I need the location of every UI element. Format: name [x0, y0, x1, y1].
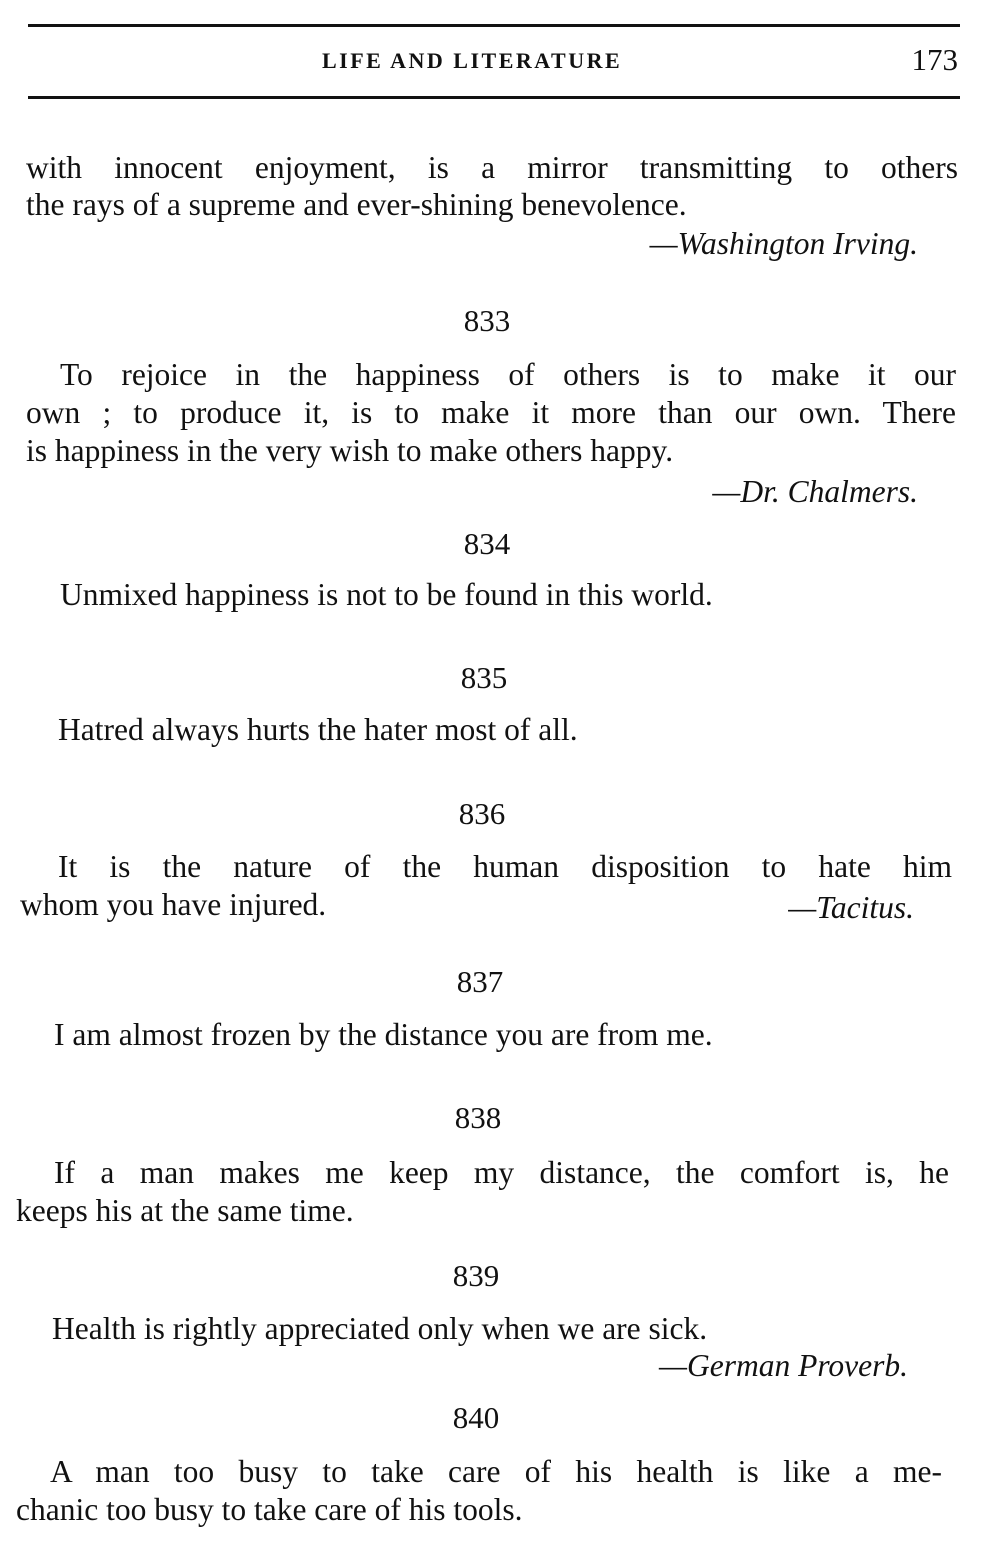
- entry-836-line-2: whom you have injured.: [20, 887, 327, 922]
- entry-839-number: 839: [452, 1258, 500, 1293]
- entry-839-attribution: —German Proverb.: [658, 1348, 908, 1383]
- entry-837-number: 837: [456, 964, 504, 999]
- entry-832-line-2: the rays of a supreme and ever-shining benevolence.: [26, 187, 687, 222]
- entry-834-number: 834: [463, 526, 511, 561]
- entry-838-number: 838: [454, 1100, 502, 1135]
- entry-836-attribution: —Tacitus.: [788, 890, 914, 925]
- entry-833-line-2: own ; to produce it, is to make it more than our own. There: [26, 395, 956, 430]
- entry-837-line-1: I am almost frozen by the distance you are from me.: [54, 1017, 713, 1052]
- entry-839-line-1: Health is rightly appreciated only when we are sick.: [52, 1311, 708, 1346]
- entry-838-line-2: keeps his at the same time.: [16, 1193, 354, 1228]
- entry-833-attribution: —Dr. Chalmers.: [712, 474, 918, 509]
- entry-835-line-1: Hatred always hurts the hater most of all.: [58, 712, 578, 747]
- entry-834-line-1: Unmixed happiness is not to be found in this world.: [60, 577, 713, 612]
- entry-835-number: 835: [460, 660, 508, 695]
- entry-832-line-1: with innocent enjoyment, is a mirror transmitting to others: [26, 150, 958, 185]
- entry-836-line-1: It is the nature of the human disposition to hate him: [58, 849, 952, 884]
- page-number: 173: [911, 42, 958, 77]
- running-head: [0, 42, 1000, 78]
- running-title: LIFE AND LITERATURE: [322, 48, 623, 73]
- entry-840-line-1: A man too busy to take care of his health is like a me-: [50, 1454, 942, 1489]
- entry-836-number: 836: [458, 796, 506, 831]
- entry-840-line-2: chanic too busy to take care of his tools.: [16, 1492, 523, 1527]
- entry-838-line-1: If a man makes me keep my distance, the comfort is, he: [54, 1155, 949, 1190]
- entry-833-line-3: is happiness in the very wish to make others happy.: [26, 433, 674, 468]
- header-bottom-rule: [28, 96, 960, 99]
- entry-833-number: 833: [463, 303, 511, 338]
- header-top-rule: [28, 24, 960, 27]
- entry-832-attribution: —Washington Irving.: [649, 226, 918, 261]
- entry-840-number: 840: [452, 1400, 500, 1435]
- entry-833-line-1: To rejoice in the happiness of others is to make it our: [60, 357, 956, 392]
